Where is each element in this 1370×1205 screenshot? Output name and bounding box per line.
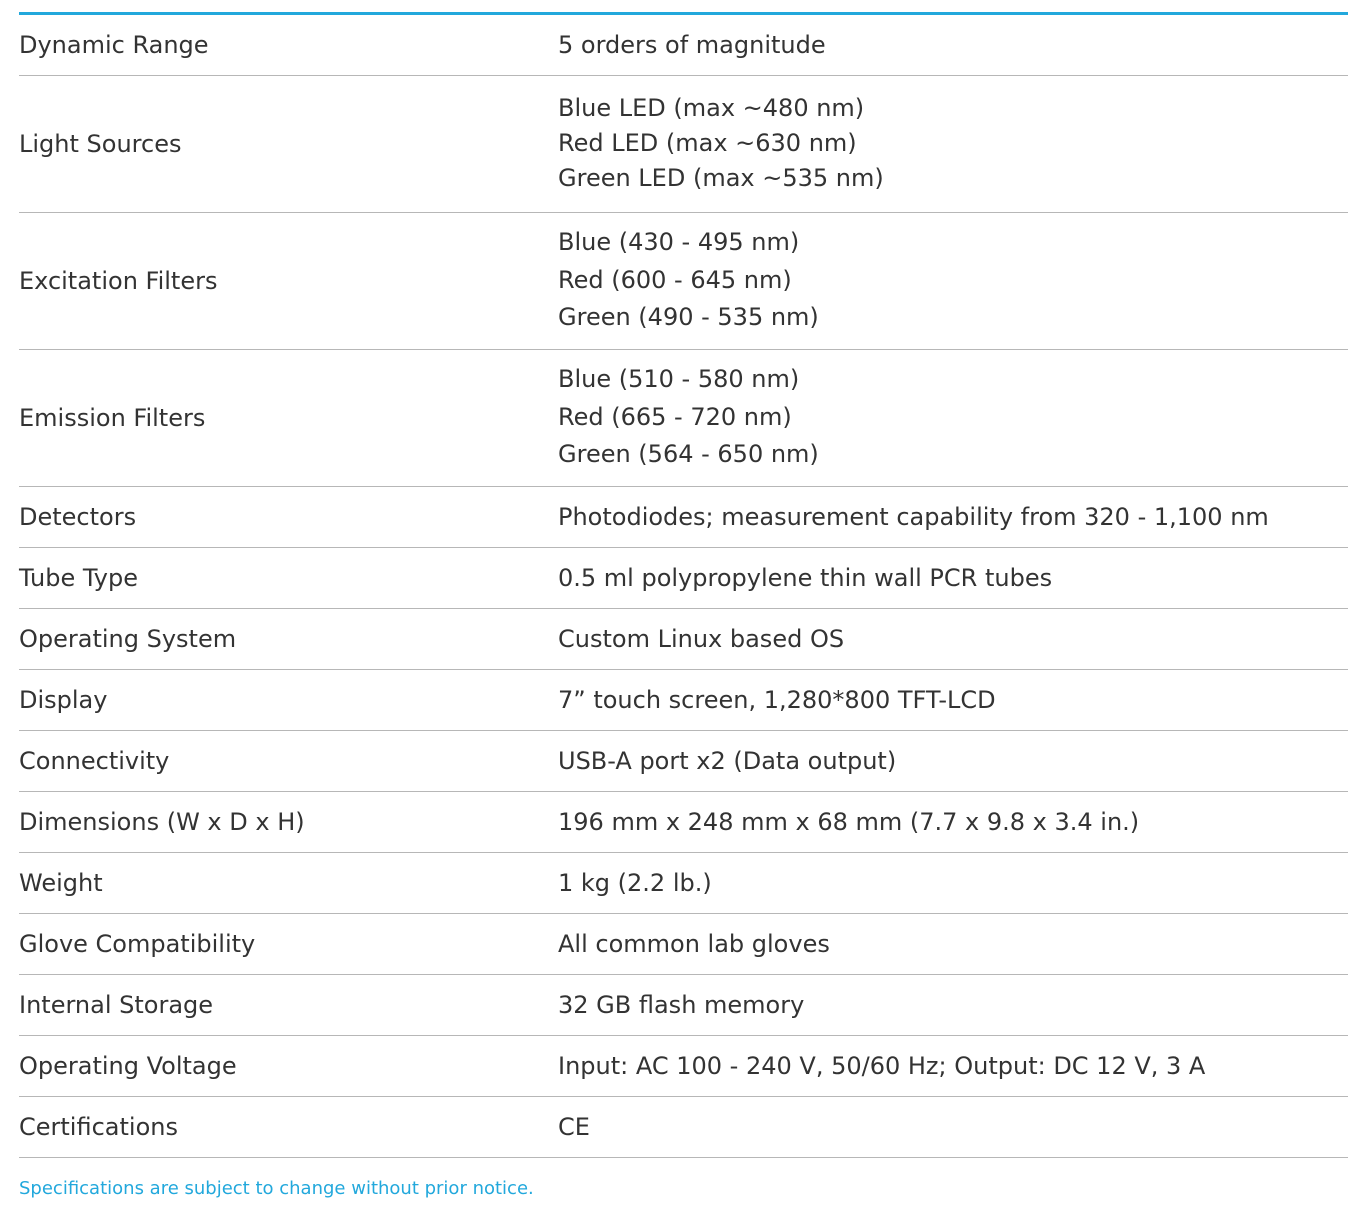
spec-label: Display (19, 669, 558, 730)
spec-value-line: Green (564 - 650 nm) (558, 440, 819, 469)
spec-value (558, 1096, 1348, 1157)
spec-value (558, 974, 1348, 1035)
spec-value-line: Blue LED (max ~480 nm) (558, 94, 865, 122)
spec-row (19, 913, 1348, 974)
spec-value (558, 349, 1348, 486)
spec-value-line: Input: AC 100 - 240 V, 50/60 Hz; Output: DC 12 V, 3 A (558, 1051, 1206, 1080)
spec-row (19, 75, 1348, 212)
spec-label: Emission Filters (19, 349, 558, 486)
spec-value-line: Red (665 - 720 nm) (558, 402, 792, 431)
spec-value-line: CE (558, 1112, 590, 1141)
spec-row (19, 212, 1348, 349)
spec-value (558, 1035, 1348, 1096)
spec-label: Dimensions (W x D x H) (19, 791, 558, 852)
spec-row (19, 608, 1348, 669)
spec-value-line: All common lab gloves (558, 929, 830, 958)
spec-value (558, 791, 1348, 852)
spec-value-line: Blue (430 - 495 nm) (558, 228, 800, 257)
spec-row (19, 1096, 1348, 1157)
spec-row (19, 1035, 1348, 1096)
spec-label: Certifications (19, 1096, 558, 1157)
spec-row (19, 669, 1348, 730)
spec-label: Dynamic Range (19, 15, 558, 75)
spec-value-line: Blue (510 - 580 nm) (558, 365, 800, 394)
spec-value-line: 32 GB flash memory (558, 990, 805, 1019)
spec-row (19, 349, 1348, 486)
footnote: Specifications are subject to change without prior notice. (19, 1178, 534, 1199)
spec-label: Detectors (19, 486, 558, 547)
spec-value (558, 15, 1348, 75)
spec-value (558, 75, 1348, 212)
spec-table-body (19, 15, 1348, 1157)
spec-value-line: 5 orders of magnitude (558, 30, 826, 59)
spec-value-line: 1 kg (2.2 lb.) (558, 868, 712, 897)
spec-value (558, 486, 1348, 547)
spec-label: Light Sources (19, 75, 558, 212)
spec-value-line: Green (490 - 535 nm) (558, 303, 819, 332)
spec-row (19, 486, 1348, 547)
spec-value-line: Red LED (max ~630 nm) (558, 129, 857, 157)
spec-label: Connectivity (19, 730, 558, 791)
spec-label: Operating System (19, 608, 558, 669)
spec-value-line: Custom Linux based OS (558, 624, 845, 653)
spec-label: Internal Storage (19, 974, 558, 1035)
spec-row (19, 15, 1348, 75)
spec-row (19, 852, 1348, 913)
spec-value-line: USB-A port x2 (Data output) (558, 746, 897, 775)
spec-row (19, 547, 1348, 608)
spec-value (558, 608, 1348, 669)
spec-value-line: Green LED (max ~535 nm) (558, 164, 884, 192)
spec-value-line: 7” touch screen, 1,280*800 TFT-LCD (558, 685, 996, 714)
spec-label: Tube Type (19, 547, 558, 608)
spec-row (19, 730, 1348, 791)
spec-value-line: 196 mm x 248 mm x 68 mm (7.7 x 9.8 x 3.4 in.) (558, 807, 1140, 836)
spec-value (558, 547, 1348, 608)
spec-value-line: Red (600 - 645 nm) (558, 265, 792, 294)
spec-label: Glove Compatibility (19, 913, 558, 974)
spec-row (19, 791, 1348, 852)
spec-label: Operating Voltage (19, 1035, 558, 1096)
spec-row (19, 974, 1348, 1035)
spec-table (19, 15, 1348, 1158)
spec-value (558, 913, 1348, 974)
spec-value (558, 852, 1348, 913)
spec-value (558, 730, 1348, 791)
spec-value (558, 669, 1348, 730)
spec-label: Excitation Filters (19, 212, 558, 349)
spec-sheet (19, 12, 1348, 1158)
spec-value (558, 212, 1348, 349)
spec-label: Weight (19, 852, 558, 913)
spec-value-line: Photodiodes; measurement capability from 320 - 1,100 nm (558, 502, 1269, 531)
spec-value-line: 0.5 ml polypropylene thin wall PCR tubes (558, 563, 1053, 592)
